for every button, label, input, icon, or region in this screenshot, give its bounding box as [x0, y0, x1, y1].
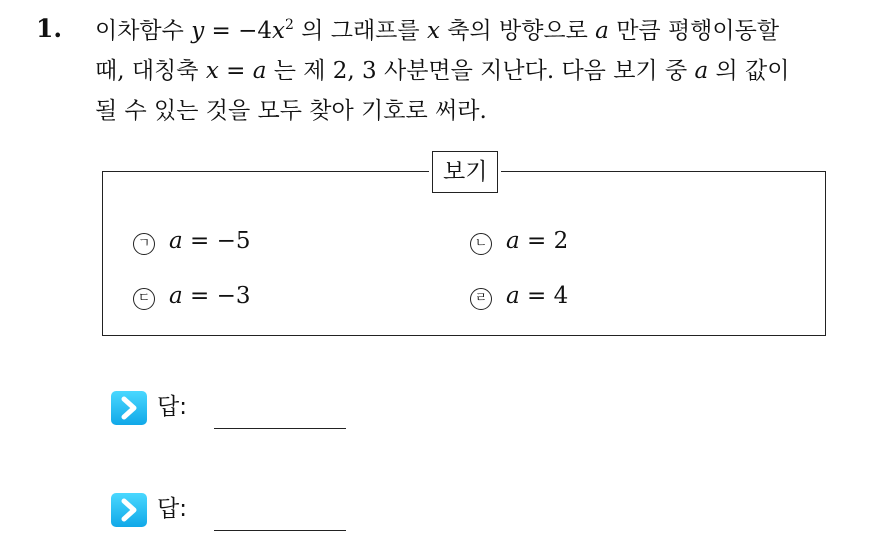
math-var-x: x [205, 58, 219, 84]
exponent: 2 [284, 17, 294, 33]
math-var-y: y [191, 18, 205, 44]
math-var-a: a [694, 58, 709, 84]
choice-marker: ㄹ [470, 288, 492, 310]
bogi-title: 보기 [432, 151, 498, 193]
answer-blank[interactable] [214, 428, 346, 429]
choice-value: = −3 [182, 283, 251, 309]
math-var-a: a [169, 228, 183, 254]
answer-label: 답: [157, 496, 187, 522]
choice-marker: ㄱ [133, 233, 155, 255]
text-run: 의 값이 [708, 58, 790, 84]
text-run: 는 제 2, 3 사분면을 지난다. 다음 보기 중 [266, 58, 695, 84]
math-var-a: a [506, 283, 520, 309]
answer-label: 답: [157, 394, 187, 420]
question-line-3: 될 수 있는 것을 모두 찾아 기호로 써라. [95, 98, 487, 124]
math-var-a: a [169, 283, 183, 309]
math-var-a: a [506, 228, 520, 254]
math-var-x: x [426, 18, 440, 44]
choice-marker: ㄴ [470, 233, 492, 255]
choice-value: = 4 [519, 283, 569, 309]
text-run: 의 그래프를 [293, 18, 427, 44]
answer-blank[interactable] [214, 530, 346, 531]
choice-value: = −5 [182, 228, 251, 254]
choice-rieul [470, 281, 568, 311]
text-run: = [218, 58, 253, 84]
math-var-a: a [252, 58, 267, 84]
math-var-x: x [272, 18, 285, 44]
choice-giyeok [133, 226, 251, 256]
choice-nieun [470, 226, 568, 256]
choice-value: = 2 [519, 228, 569, 254]
text-run: 때, 대칭축 [95, 58, 206, 84]
text-run: 만큼 평행이동할 [608, 18, 780, 44]
chevron-right-icon [111, 493, 147, 527]
choice-marker: ㄷ [133, 288, 155, 310]
choice-digeut [133, 281, 251, 311]
question-line-1 [95, 11, 865, 51]
text-run: 이차함수 [95, 18, 192, 44]
text-run: = −4 [204, 18, 272, 44]
question-number: 1. [36, 14, 63, 43]
question-line-2 [95, 51, 865, 91]
text-run: 축의 방향으로 [439, 18, 596, 44]
math-var-a: a [595, 18, 609, 44]
question-text [95, 11, 865, 131]
chevron-right-icon [111, 391, 147, 425]
